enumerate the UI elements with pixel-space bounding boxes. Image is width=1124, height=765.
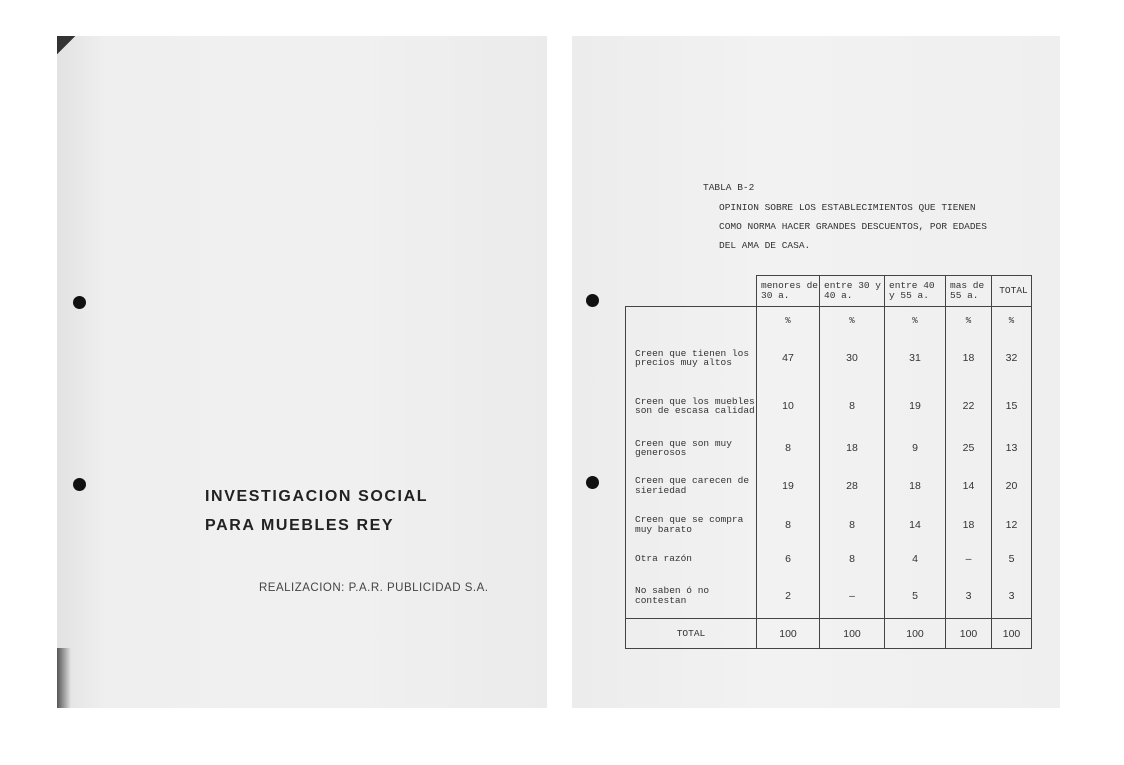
table-page bbox=[572, 36, 1060, 708]
table-row bbox=[626, 544, 1032, 574]
value-cell: 9 bbox=[885, 431, 946, 466]
row-label: Otra razón bbox=[626, 544, 757, 574]
value-cell: 15 bbox=[992, 382, 1032, 431]
table-row bbox=[626, 466, 1032, 506]
value-cell: 18 bbox=[946, 335, 992, 382]
value-cell: 30 bbox=[820, 335, 885, 382]
total-row bbox=[626, 619, 1032, 649]
cover-title-line-1: INVESTIGACION SOCIAL bbox=[205, 488, 429, 505]
total-cell: 100 bbox=[757, 619, 820, 649]
value-cell: 47 bbox=[757, 335, 820, 382]
caption-line-1: OPINION SOBRE LOS ESTABLECIMIENTOS QUE TIENEN bbox=[719, 202, 976, 213]
total-label: TOTAL bbox=[626, 619, 757, 649]
unit-label: % bbox=[757, 307, 820, 335]
table-id: TABLA B-2 bbox=[703, 182, 755, 193]
row-label: Creen que carecen de sieriedad bbox=[626, 466, 757, 506]
value-cell: 3 bbox=[946, 574, 992, 619]
table-row bbox=[626, 382, 1032, 431]
value-cell: 14 bbox=[885, 506, 946, 544]
total-cell: 100 bbox=[885, 619, 946, 649]
caption-line-3: DEL AMA DE CASA. bbox=[719, 240, 811, 251]
total-cell: 100 bbox=[820, 619, 885, 649]
binder-hole-top bbox=[586, 294, 599, 307]
column-header: entre 40 y 55 a. bbox=[885, 276, 946, 307]
row-label: Creen que tienen los precios muy altos bbox=[626, 335, 757, 382]
binder-hole-top bbox=[73, 296, 86, 309]
value-cell: 28 bbox=[820, 466, 885, 506]
column-header: mas de 55 a. bbox=[946, 276, 992, 307]
unit-label: % bbox=[992, 307, 1032, 335]
value-cell: 3 bbox=[992, 574, 1032, 619]
value-cell: 6 bbox=[757, 544, 820, 574]
table-row bbox=[626, 335, 1032, 382]
value-cell: 5 bbox=[992, 544, 1032, 574]
header-row bbox=[626, 276, 1032, 307]
value-cell: 25 bbox=[946, 431, 992, 466]
value-cell: 20 bbox=[992, 466, 1032, 506]
value-cell: 19 bbox=[757, 466, 820, 506]
value-cell: 5 bbox=[885, 574, 946, 619]
cover-title-line-2: PARA MUEBLES REY bbox=[205, 517, 395, 534]
row-label: No saben ó no contestan bbox=[626, 574, 757, 619]
value-cell: 4 bbox=[885, 544, 946, 574]
value-cell: 18 bbox=[946, 506, 992, 544]
caption-line-2: COMO NORMA HACER GRANDES DESCUENTOS, POR EDADES bbox=[719, 221, 987, 232]
value-cell: – bbox=[820, 574, 885, 619]
value-cell: 22 bbox=[946, 382, 992, 431]
value-cell: – bbox=[946, 544, 992, 574]
column-header: menores de 30 a. bbox=[757, 276, 820, 307]
value-cell: 8 bbox=[757, 431, 820, 466]
value-cell: 18 bbox=[885, 466, 946, 506]
value-cell: 10 bbox=[757, 382, 820, 431]
unit-row bbox=[626, 307, 1032, 335]
value-cell: 8 bbox=[820, 544, 885, 574]
total-cell: 100 bbox=[946, 619, 992, 649]
value-cell: 19 bbox=[885, 382, 946, 431]
row-label: Creen que son muy generosos bbox=[626, 431, 757, 466]
data-table bbox=[625, 275, 1032, 649]
value-cell: 8 bbox=[820, 382, 885, 431]
total-cell: 100 bbox=[992, 619, 1032, 649]
unit-label: % bbox=[946, 307, 992, 335]
value-cell: 12 bbox=[992, 506, 1032, 544]
value-cell: 32 bbox=[992, 335, 1032, 382]
table-row bbox=[626, 431, 1032, 466]
binder-hole-bottom bbox=[73, 478, 86, 491]
column-header: TOTAL bbox=[992, 276, 1032, 307]
cover-credit: REALIZACION: P.A.R. PUBLICIDAD S.A. bbox=[259, 582, 489, 594]
row-label: Creen que los muebles son de escasa calidad bbox=[626, 382, 757, 431]
value-cell: 2 bbox=[757, 574, 820, 619]
table-row bbox=[626, 506, 1032, 544]
value-cell: 13 bbox=[992, 431, 1032, 466]
unit-label: % bbox=[885, 307, 946, 335]
value-cell: 8 bbox=[820, 506, 885, 544]
table-row bbox=[626, 574, 1032, 619]
row-label: Creen que se compra muy barato bbox=[626, 506, 757, 544]
value-cell: 18 bbox=[820, 431, 885, 466]
value-cell: 31 bbox=[885, 335, 946, 382]
binder-hole-bottom bbox=[586, 476, 599, 489]
value-cell: 8 bbox=[757, 506, 820, 544]
unit-label: % bbox=[820, 307, 885, 335]
cover-page bbox=[57, 36, 547, 708]
value-cell: 14 bbox=[946, 466, 992, 506]
column-header: entre 30 y 40 a. bbox=[820, 276, 885, 307]
